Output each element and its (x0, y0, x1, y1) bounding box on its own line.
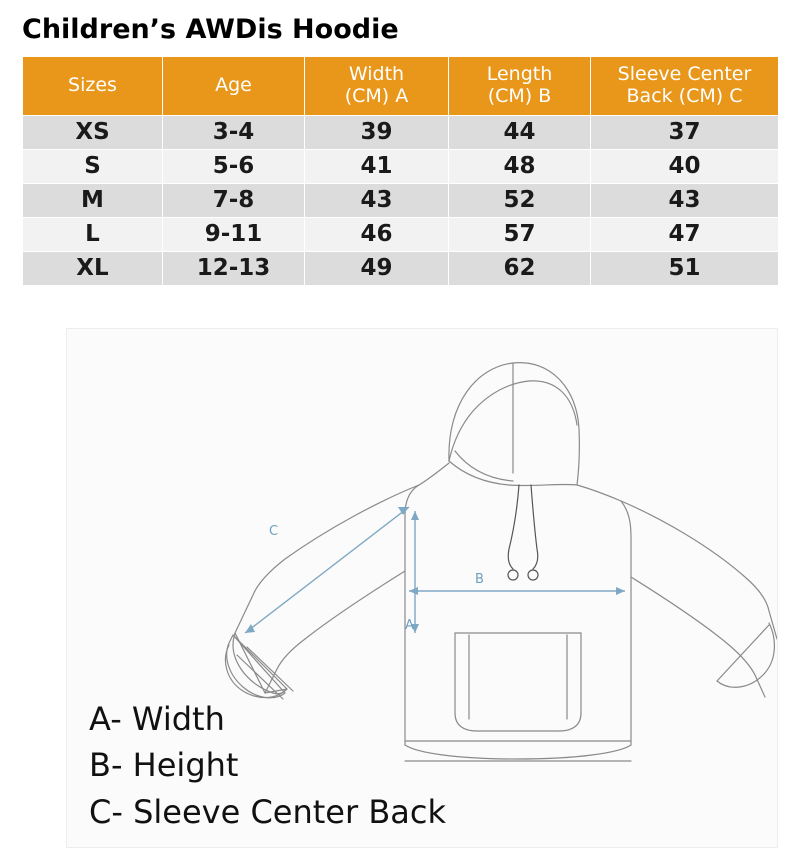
column-header-length: Length (CM) B (449, 57, 591, 116)
cell-age: 7-8 (163, 183, 305, 217)
marker-c-label: C (269, 524, 279, 539)
table-header-row (23, 57, 779, 116)
legend-item-sleeve-center-back: C- Sleeve Center Back (89, 792, 446, 831)
marker-b-label: B (475, 572, 484, 587)
cell-sleeve: 51 (591, 251, 779, 285)
legend-item-width: A- Width (89, 699, 225, 738)
cell-width: 49 (305, 251, 449, 285)
cell-length: 62 (449, 251, 591, 285)
cell-width: 43 (305, 183, 449, 217)
measurement-diagram (66, 328, 778, 848)
cell-sleeve: 37 (591, 115, 779, 149)
cell-sleeve: 40 (591, 149, 779, 183)
table-row (23, 183, 779, 217)
legend (89, 696, 446, 835)
cell-age: 3-4 (163, 115, 305, 149)
cell-length: 52 (449, 183, 591, 217)
table-row (23, 149, 779, 183)
cell-length: 57 (449, 217, 591, 251)
cell-size: S (23, 149, 163, 183)
table-row (23, 115, 779, 149)
cell-width: 41 (305, 149, 449, 183)
cell-sleeve: 47 (591, 217, 779, 251)
column-header-age: Age (163, 57, 305, 116)
table-row (23, 217, 779, 251)
table-header (23, 57, 779, 116)
cell-sleeve: 43 (591, 183, 779, 217)
cell-length: 48 (449, 149, 591, 183)
page-title: Children’s AWDis Hoodie (22, 14, 399, 45)
column-header-sizes: Sizes (23, 57, 163, 116)
cell-size: XL (23, 251, 163, 285)
legend-item-height: B- Height (89, 746, 239, 785)
cell-length: 44 (449, 115, 591, 149)
cell-size: L (23, 217, 163, 251)
cell-width: 39 (305, 115, 449, 149)
marker-a-label: A (405, 618, 414, 633)
table-body (23, 115, 779, 285)
table-row (23, 251, 779, 285)
cell-size: M (23, 183, 163, 217)
size-chart-table (22, 56, 779, 286)
column-header-sleeve-center-back: Sleeve Center Back (CM) C (591, 57, 779, 116)
cell-age: 12-13 (163, 251, 305, 285)
column-header-width: Width (CM) A (305, 57, 449, 116)
cell-age: 5-6 (163, 149, 305, 183)
cell-age: 9-11 (163, 217, 305, 251)
cell-width: 46 (305, 217, 449, 251)
cell-size: XS (23, 115, 163, 149)
